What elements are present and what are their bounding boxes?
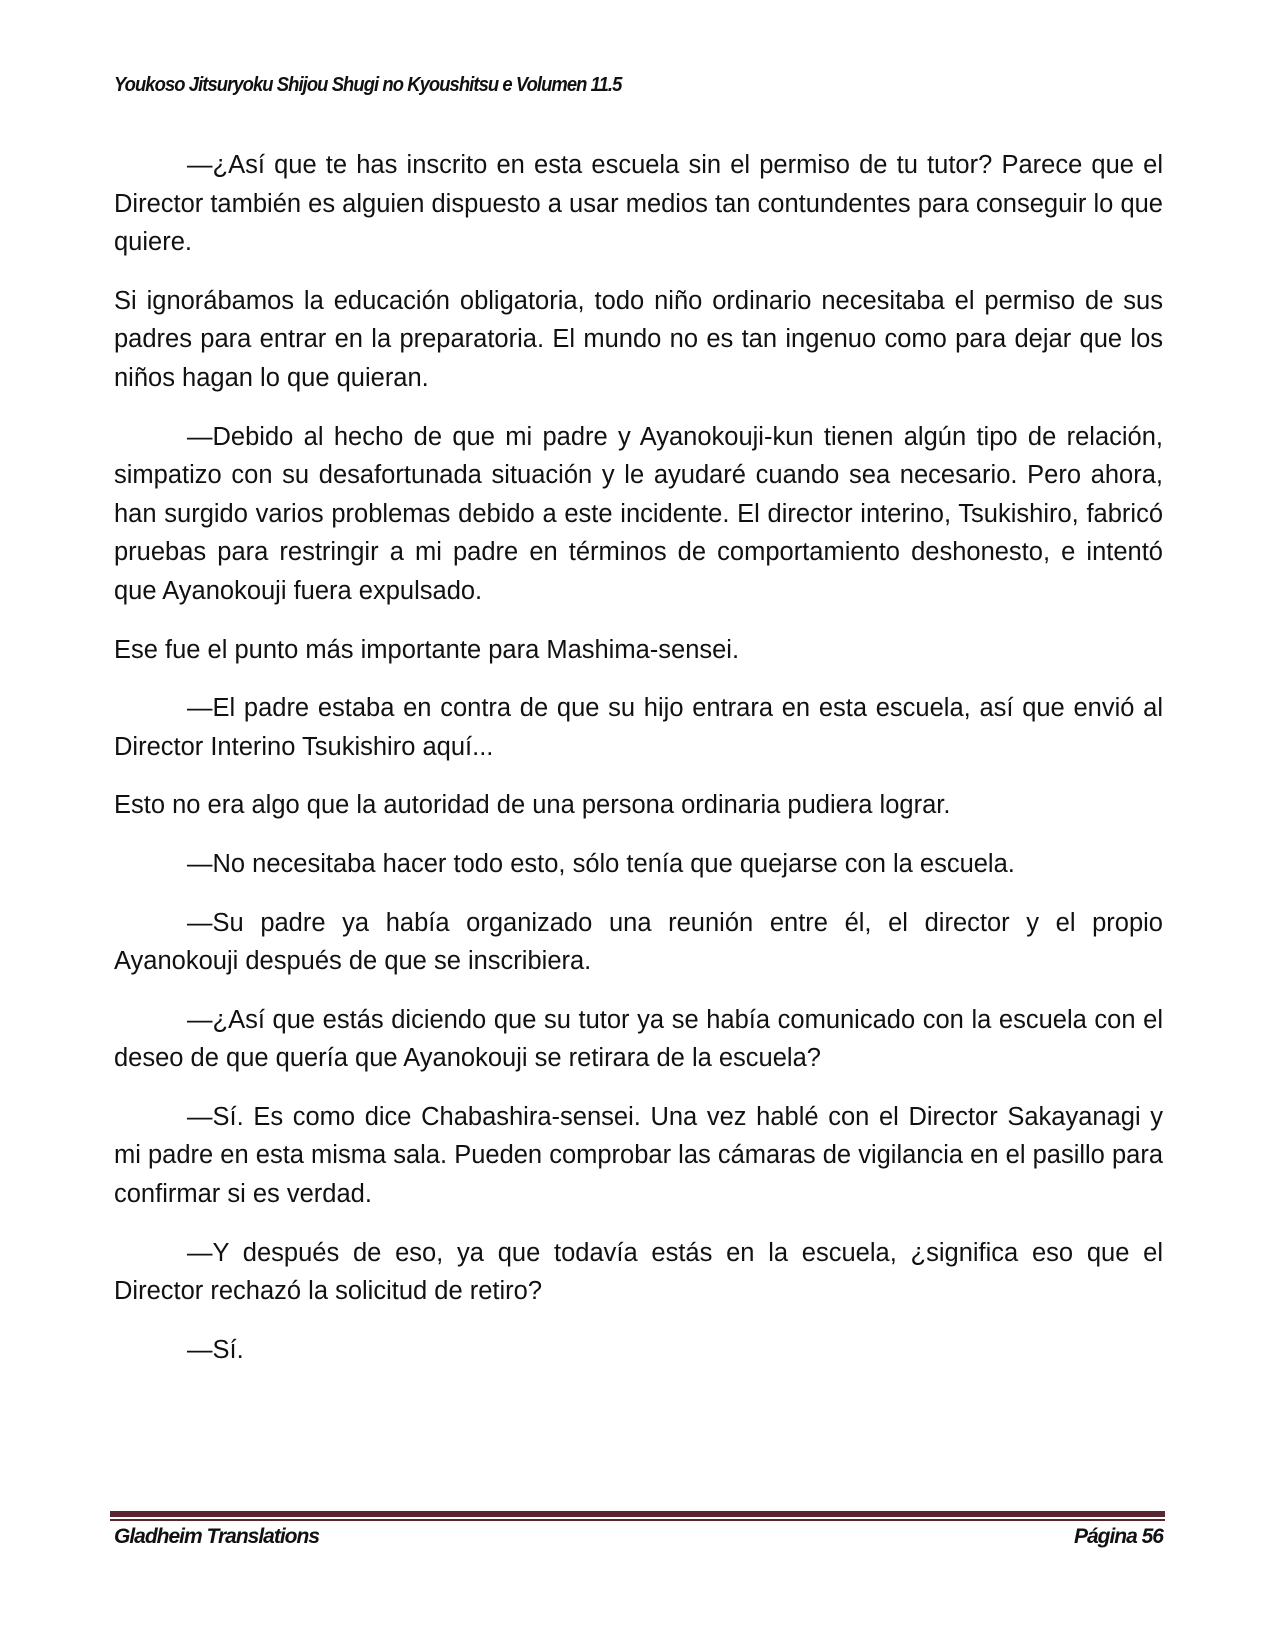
paragraph: —Su padre ya había organizado una reunión entre él, el director y el propio Ayanokouji después de que se inscribiera.: [114, 908, 1163, 976]
paragraph: Si ignorábamos la educación obligatoria, todo niño ordinario necesitaba el permiso de sus padres para entrar en la preparatoria. El mundo no es tan ingenuo como para dejar que los niños hagan lo que quieran.: [114, 286, 1163, 392]
page-number: Página 56: [1073, 1525, 1163, 1548]
paragraph: —Y después de eso, ya que todavía estás en la escuela, ¿significa eso que el Director rechazó la solicitud de retiro?: [114, 1238, 1163, 1306]
page-body: [114, 146, 1163, 1389]
paragraph: Esto no era algo que la autoridad de una persona ordinaria pudiera lograr.: [114, 791, 951, 820]
paragraph: —Sí.: [187, 1335, 244, 1364]
footer-publisher: Gladheim Translations: [114, 1525, 320, 1548]
paragraph: —El padre estaba en contra de que su hijo entrara en esta escuela, así que envió al Director Interino Tsukishiro aquí...: [114, 694, 1163, 761]
paragraph: —¿Así que te has inscrito en esta escuela sin el permiso de tu tutor? Parece que el Director también es alguien dispuesto a usar medios tan contundentes para conseguir lo que quiere.: [114, 151, 1163, 257]
paragraph: —No necesitaba hacer todo esto, sólo tenía que quejarse con la escuela.: [187, 849, 1015, 878]
paragraph: Ese fue el punto más importante para Mashima-sensei.: [114, 635, 740, 664]
footer-rule-thin: [110, 1519, 1165, 1521]
paragraph: —Sí. Es como dice Chabashira-sensei. Una vez hablé con el Director Sakayanagi y mi padre en esta misma sala. Pueden comprobar las cámaras de vigilancia en el pasillo para confirmar si es verdad.: [114, 1102, 1163, 1209]
running-header: Youkoso Jitsuryoku Shijou Shugi no Kyoushitsu e Volumen 11.5: [114, 74, 622, 96]
paragraph: —Debido al hecho de que mi padre y Ayanokouji-kun tienen algún tipo de relación, simpatizo con su desafortunada situación y le ayudaré cuando sea necesario. Pero ahora, han surgido varios problemas debido a este incidente. El director interino, Tsukishiro, fabricó pruebas para restringir a mi padre en términos de comportamiento deshonesto, e intentó que Ayanokouji fuera expulsado.: [114, 422, 1163, 605]
paragraph: —¿Así que estás diciendo que su tutor ya se había comunicado con la escuela con el deseo de que quería que Ayanokouji se retirara de la escuela?: [114, 1005, 1163, 1073]
footer-rule-thick: [110, 1511, 1165, 1517]
